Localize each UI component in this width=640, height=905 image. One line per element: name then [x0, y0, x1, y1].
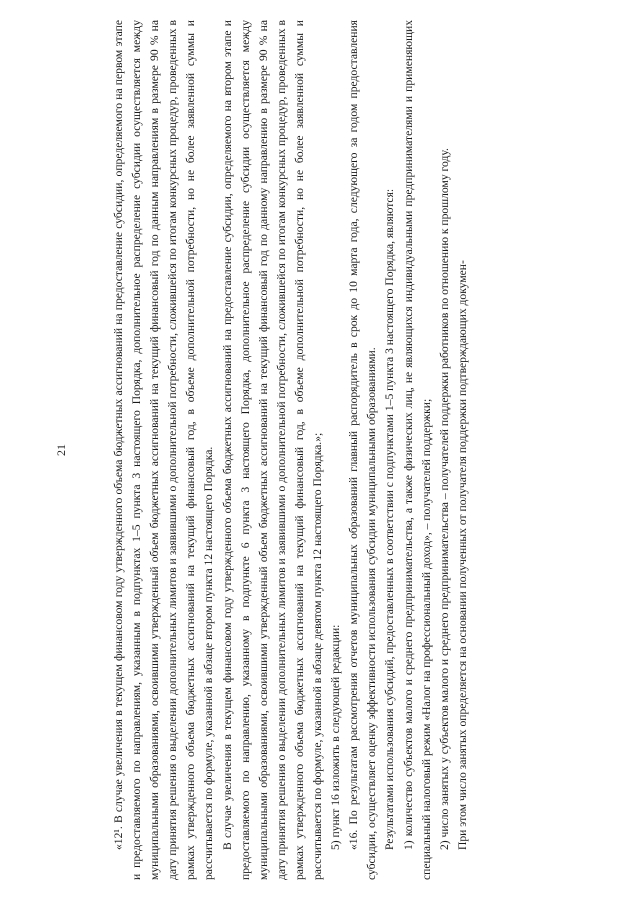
paragraph-employment: При этом число занятых определяется на основании полученных от получателя поддержки подтверждающих докумен- — [455, 260, 469, 850]
paragraph-result-2: 2) число занятых у субъектов малого и среднего предпринимательства – получателей поддержки работников по отношению к прошлому году. — [437, 148, 451, 850]
page-number: 21 — [54, 444, 68, 456]
paragraph-result-1: 1) количество субъектов малого и среднего предпринимательства, а также физических лиц, не являющихся индивидуальными предпринимателями и применяющих специальный налоговый режим «Налог на профессиональный доход», – получателей поддержки; — [401, 20, 433, 880]
rotated-content — [54, 20, 570, 880]
paragraph-second-stage: В случае увеличения в текущем финансовом году утвержденного объема бюджетных ассигнований на предоставление субсидии, определяемого на втором этапе и предоставляемого по направлению, указанному в подпункте 6 пункта 3 настоящего Порядка, дополнительное распределение субсидии осуществляется между муниципальными образованиями, освоившими утвержденный объем бюджетных ассигнований на текущий финансовый год по данному направлению в размере 90 % на дату принятия решения о выделении дополнительных лимитов и заявившими о дополнительной потребности, сложившейся по итогам конкурсных процедур, проведенных в рамках утвержденного объема бюджетных ассигнований на текущий финансовый год, в объеме дополнительной потребности, но не более заявленной суммы и рассчитывается по формуле, указанной в абзаце девятом пункта 12 настоящего Порядка.»; — [220, 20, 325, 880]
paragraph-results: Результатами использования субсидий, предоставленных в соответствии с подпунктами 1–5 пункта 3 настоящего Порядка, являются: — [383, 188, 397, 850]
paragraph-item-5: 5) пункт 16 изложить в следующей редакции: — [329, 624, 343, 850]
document-body — [110, 20, 472, 880]
paragraph-12-1: «12¹. В случае увеличения в текущем финансовом году утвержденного объема бюджетных ассигнований на предоставление субсидии, определяемого на первом этапе и предоставляемого по направлениям, указанным в подпунктах 1–5 пункта 3 настоящего Порядка, дополнительное распределение субсидии осуществляется между муниципальными образованиями, освоившими утвержденный объем бюджетных ассигнований на текущий финансовый год по данным направлениям в размере 90 % на дату принятия решения о выделении дополнительных лимитов и заявившими о дополнительной потребности, сложившейся по итогам конкурсных процедур, проведенных в рамках утвержденного объема бюджетных ассигнований на текущий финансовый год, в объеме дополнительной потребности, но не более заявленной суммы и рассчитывается по формуле, указанной в абзаце втором пункта 12 настоящего Порядка. — [112, 20, 216, 880]
paragraph-16: «16. По результатам рассмотрения отчетов муниципальных образований главный распорядитель в срок до 10 марта года, следующего за годом предоставления субсидии, осуществляет оценку эффективности использования субсидии муниципальными образованиями. — [347, 20, 379, 880]
